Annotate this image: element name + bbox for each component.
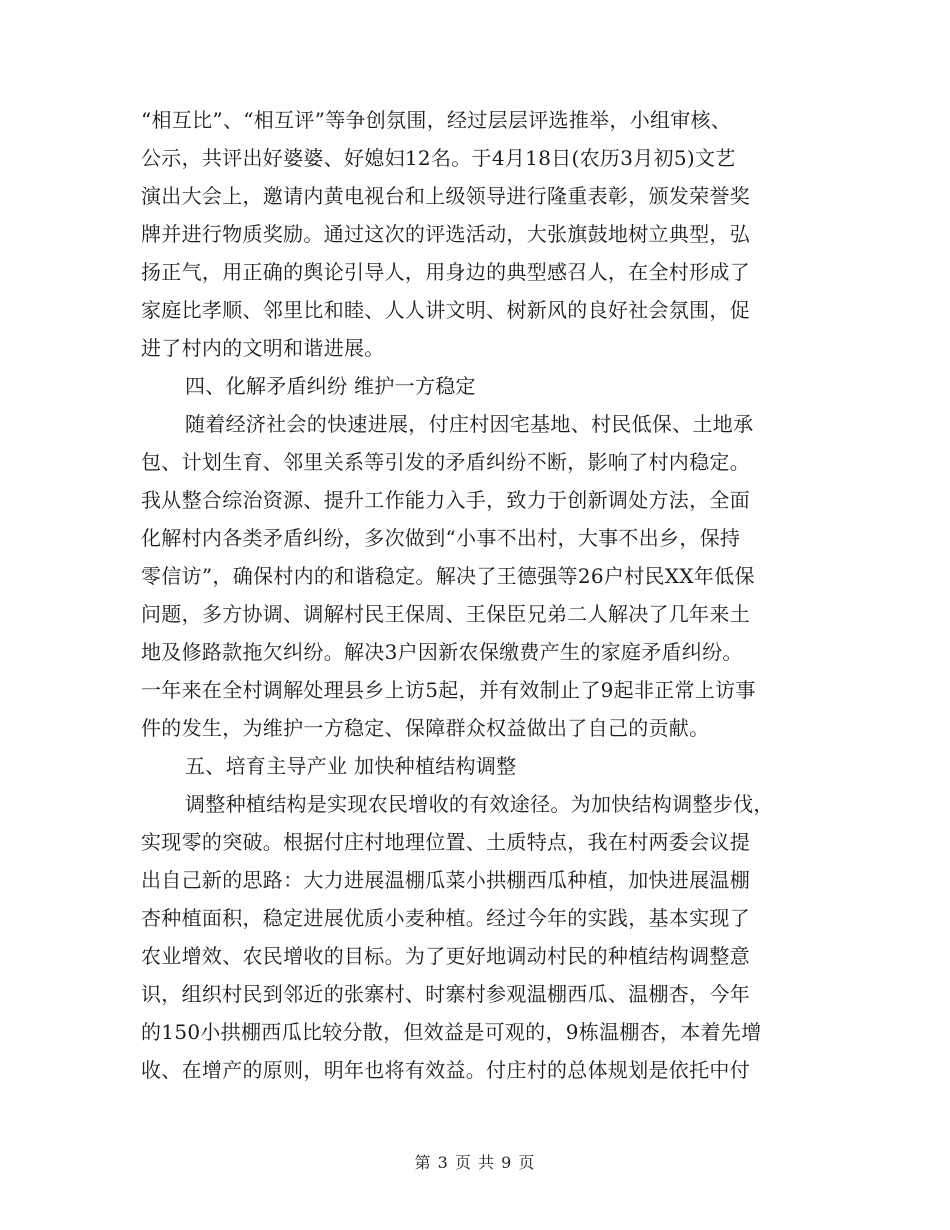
text-line: 包、计划生育、邻里关系等引发的矛盾纠纷不断，影响了村内稳定。 (141, 450, 750, 474)
page-number-footer: 第 3 页 共 9 页 (414, 1153, 536, 1172)
text-line: 问题，多方协调、调解村民王保周、王保臣兄弟二人解决了几年来土 (141, 602, 750, 626)
text-line: 牌并进行物质奖励。通过这次的评选活动，大张旗鼓地树立典型，弘 (141, 222, 750, 246)
text-line: 收、在增产的原则，明年也将有效益。付庄村的总体规划是依托中付 (141, 1058, 750, 1082)
text-line: 零信访”，确保村内的和谐稳定。解决了王德强等26户村民XX年低保 (141, 564, 755, 588)
text-line: 我从整合综治资源、提升工作能力入手，致力于创新调处方法，全面 (141, 488, 750, 512)
paragraph-start-line: 四、化解矛盾纠纷 维护一方稳定 (185, 374, 476, 398)
paragraph-start-line: 随着经济社会的快速进展，付庄村因宅基地、村民低保、土地承 (185, 412, 754, 436)
text-line: 化解村内各类矛盾纠纷，多次做到“小事不出村，大事不出乡，保持 (141, 526, 741, 550)
document-body (141, 101, 811, 1089)
text-line: 农业增效、农民增收的目标。为了更好地调动村民的种植结构调整意 (141, 944, 750, 968)
paragraph-start-line: 调整种植结构是实现农民增收的有效途径。为加快结构调整步伐， (185, 792, 774, 816)
text-line: 扬正气，用正确的舆论引导人，用身边的典型感召人，在全村形成了 (141, 260, 750, 284)
paragraph-start-line: 五、培育主导产业 加快种植结构调整 (185, 754, 517, 778)
text-line: 出自己新的思路：大力进展温棚瓜菜小拱棚西瓜种植，加快进展温棚 (141, 868, 750, 892)
text-line: 公示，共评出好婆婆、好媳妇12名。于4月18日(农历3月初5)文艺 (141, 146, 736, 170)
text-line: “相互比”、“相互评”等争创氛围，经过层层评选推举，小组审核、 (141, 108, 732, 132)
text-line: 识，组织村民到邻近的张寨村、时寨村参观温棚西瓜、温棚杏，今年 (141, 982, 750, 1006)
text-line: 杏种植面积，稳定进展优质小麦种植。经过今年的实践，基本实现了 (141, 906, 750, 930)
text-line: 进了村内的文明和谐进展。 (141, 336, 385, 360)
text-line: 一年来在全村调解处理县乡上访5起，并有效制止了9起非正常上访事 (141, 678, 756, 702)
text-line: 的150小拱棚西瓜比较分散，但效益是可观的，9栋温棚杏，本着先增 (141, 1020, 762, 1044)
text-line: 实现零的突破。根据付庄村地理位置、土质特点，我在村两委会议提 (141, 830, 750, 854)
text-line: 家庭比孝顺、邻里比和睦、人人讲文明、树新风的良好社会氛围，促 (141, 298, 750, 322)
text-line: 地及修路款拖欠纠纷。解决3户因新农保缴费产生的家庭矛盾纠纷。 (141, 640, 743, 664)
text-line: 件的发生，为维护一方稳定、保障群众权益做出了自己的贡献。 (141, 716, 710, 740)
text-line: 演出大会上，邀请内黄电视台和上级领导进行隆重表彰，颁发荣誉奖 (141, 184, 750, 208)
